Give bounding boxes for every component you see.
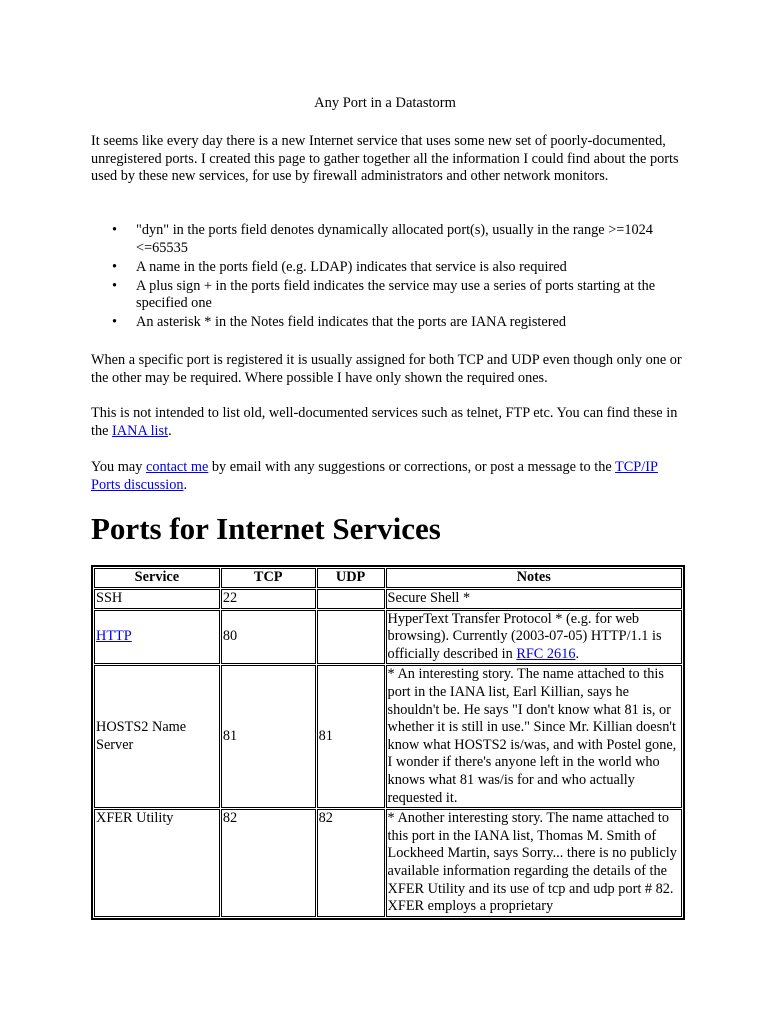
bullet-icon: • — [112, 258, 118, 275]
service-cell: XFER Utility — [94, 809, 220, 917]
table-row — [94, 610, 682, 665]
notes-cell: HyperText Transfer Protocol * (e.g. for web browsing). Currently (2003-07-05) HTTP/1.1 is officially described in RFC 2616. — [386, 610, 682, 665]
bullet-icon: • — [112, 314, 118, 331]
column-header-service: Service — [94, 568, 220, 588]
notes-cell: Secure Shell * — [386, 589, 682, 609]
rfc-2616-link[interactable]: RFC 2616 — [516, 645, 576, 662]
column-header-tcp: TCP — [221, 568, 316, 588]
table-row — [94, 665, 682, 808]
tcpip-ports-discussion-link[interactable]: TCP/IP Ports discussion — [91, 459, 658, 493]
iana-list-link[interactable]: IANA list — [112, 422, 169, 439]
tcp-cell: 22 — [221, 589, 316, 609]
http-link[interactable]: HTTP — [96, 628, 132, 645]
service-cell: SSH — [94, 589, 220, 609]
udp-cell: 81 — [317, 665, 385, 808]
iana-paragraph: This is not intended to list old, well-documented services such as telnet, FTP etc. You can find these in the IANA list. — [91, 405, 678, 439]
contact-me-link[interactable]: contact me — [145, 459, 209, 475]
registration-paragraph: When a specific port is registered it is usually assigned for both TCP and UDP even though only one or the other may be required. Where possible I have only shown the required ones. — [91, 352, 682, 386]
udp-cell — [317, 610, 385, 665]
table-row — [94, 589, 682, 609]
tcp-cell: 82 — [221, 809, 316, 917]
contact-paragraph: You may contact me by email with any suggestions or corrections, or post a message to the TCP/IP Ports discussion. — [91, 459, 658, 493]
bullet-icon: • — [112, 277, 118, 294]
page-title: Any Port in a Datastorm — [314, 95, 456, 111]
list-item: • A name in the ports field (e.g. LDAP) indicates that service is also required — [112, 258, 567, 275]
tcp-cell: 80 — [221, 610, 316, 665]
udp-cell — [317, 589, 385, 609]
intro-paragraph: It seems like every day there is a new Internet service that uses some new set of poorly-documented, unregistered ports. I created this page to gather together all the information I could find about the ports used by these new services, for use by firewall administrators and other network monitors. — [91, 133, 679, 185]
service-cell — [94, 610, 220, 665]
table-header-row — [94, 568, 682, 588]
list-item: • A plus sign + in the ports field indicates the service may use a series of ports starting at the specified one — [112, 277, 656, 312]
service-cell: HOSTS2 Name Server — [94, 665, 220, 808]
notes-cell: * Another interesting story. The name attached to this port in the IANA list, Thomas M. Smith of Lockheed Martin, says Sorry... there is no publicly available information regarding the details of the XFER Utility and its use of tcp and udp port # 82. XFER employs a proprietary — [386, 809, 682, 917]
column-header-notes: Notes — [386, 568, 682, 588]
notes-cell: * An interesting story. The name attached to this port in the IANA list, Earl Killian, says he shouldn't be. He says "I don't know what 81 is, or whether it is still in use." Since Mr. Killian doesn't know what HOSTS2 is/was, and with Postel gone, I wonder if there's anyone left in the world who knows what 81 was/is for and who actually requested it. — [386, 665, 682, 808]
section-heading: Ports for Internet Services — [91, 511, 441, 546]
list-item: • "dyn" in the ports field denotes dynamically allocated port(s), usually in the range >=1024 <=65535 — [112, 222, 653, 256]
ports-table — [91, 565, 685, 920]
tcp-cell: 81 — [221, 665, 316, 808]
list-item: • An asterisk * in the Notes field indicates that the ports are IANA registered — [112, 314, 566, 331]
table-row — [94, 809, 682, 917]
column-header-udp: UDP — [317, 568, 385, 588]
bullet-icon: • — [112, 222, 118, 238]
legend-list — [91, 222, 683, 334]
udp-cell: 82 — [317, 809, 385, 917]
